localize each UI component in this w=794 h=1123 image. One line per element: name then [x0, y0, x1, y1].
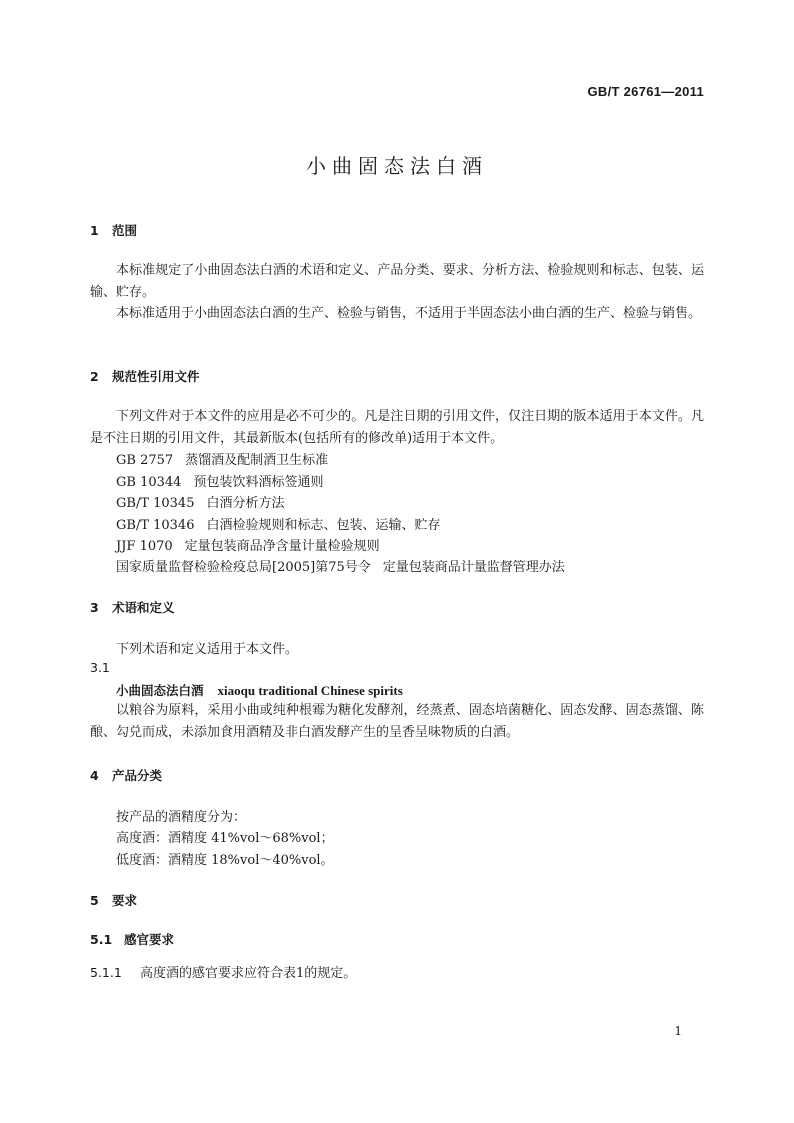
- subsection-number: 5.1: [90, 932, 113, 947]
- section-title: 要求: [112, 893, 138, 908]
- references-intro: 下列文件对于本文件的应用是必不可少的。凡是注日期的引用文件，仅注日期的版本适用于本文件。凡是不注日期的引用文件，其最新版本(包括所有的修改单)适用于本文件。: [90, 409, 704, 446]
- term-entry: [116, 681, 403, 699]
- reference-code: JJF 1070: [116, 539, 173, 554]
- reference-title: 白酒检验规则和标志、包装、运输、贮存: [206, 518, 441, 533]
- term-english: xiaoqu traditional Chinese spirits: [217, 683, 403, 698]
- section-4-heading: [90, 766, 162, 784]
- section-number: 1: [90, 223, 99, 238]
- term-number: 3.1: [90, 660, 110, 675]
- terms-intro: 下列术语和定义适用于本文件。: [116, 642, 299, 657]
- clause-text: 高度酒的感官要求应符合表1的规定。: [140, 966, 357, 981]
- section-number: 3: [90, 600, 99, 615]
- section-3-heading: [90, 598, 175, 616]
- reference-item: [116, 556, 565, 575]
- document-title: 小曲固态法白酒: [306, 154, 488, 178]
- reference-title: 白酒分析方法: [206, 496, 285, 511]
- reference-item: [116, 535, 380, 554]
- clause-number: 5.1.1: [90, 965, 122, 980]
- reference-title: 蒸馏酒及配制酒卫生标准: [185, 453, 329, 468]
- section-number: 5: [90, 893, 99, 908]
- reference-item: [116, 471, 323, 490]
- scope-paragraph-2: 本标准适用于小曲固态法白酒的生产、检验与销售，不适用于半固态法小曲白酒的生产、检验与销售。: [116, 306, 702, 321]
- page-number: 1: [674, 1024, 682, 1038]
- reference-title: 预包装饮料酒标签通则: [193, 475, 324, 490]
- section-1-heading: [90, 221, 137, 239]
- section-title: 范围: [112, 223, 138, 238]
- reference-item: [116, 514, 441, 533]
- section-5-heading: [90, 891, 137, 909]
- classification-high: 高度酒：酒精度 41%vol～68%vol；: [116, 831, 334, 846]
- term-definition: 以粮谷为原料，采用小曲或纯种根霉为糖化发酵剂，经蒸煮、固态培菌糖化、固态发酵、固态蒸馏、陈酿、勾兑而成，未添加食用酒精及非白酒发酵产生的呈香呈味物质的白酒。: [90, 703, 704, 740]
- section-title: 产品分类: [112, 768, 163, 783]
- reference-code: 国家质量监督检验检疫总局[2005]第75号令: [116, 560, 371, 575]
- term-chinese: 小曲固态法白酒: [116, 683, 204, 698]
- section-number: 4: [90, 768, 99, 783]
- reference-code: GB/T 10346: [116, 518, 195, 533]
- reference-title: 定量包装商品净含量计量检验规则: [184, 539, 380, 554]
- reference-title: 定量包装商品计量监督管理办法: [382, 560, 565, 575]
- section-number: 2: [90, 369, 99, 384]
- subsection-5-1-heading: [90, 930, 174, 948]
- reference-code: GB 2757: [116, 453, 174, 468]
- reference-item: [116, 449, 328, 468]
- reference-item: [116, 492, 285, 511]
- scope-paragraph-1: 本标准规定了小曲固态法白酒的术语和定义、产品分类、要求、分析方法、检验规则和标志、包装、运输、贮存。: [90, 263, 704, 300]
- section-title: 规范性引用文件: [112, 369, 200, 384]
- clause-5-1-1: [90, 962, 356, 981]
- classification-intro: 按产品的酒精度分为：: [116, 810, 247, 825]
- section-title: 术语和定义: [112, 600, 175, 615]
- reference-code: GB/T 10345: [116, 496, 195, 511]
- subsection-title: 感官要求: [124, 932, 175, 947]
- section-2-heading: [90, 367, 200, 385]
- standard-code: GB/T 26761—2011: [587, 84, 704, 99]
- classification-low: 低度酒：酒精度 18%vol～40%vol。: [116, 853, 334, 868]
- reference-code: GB 10344: [116, 475, 182, 490]
